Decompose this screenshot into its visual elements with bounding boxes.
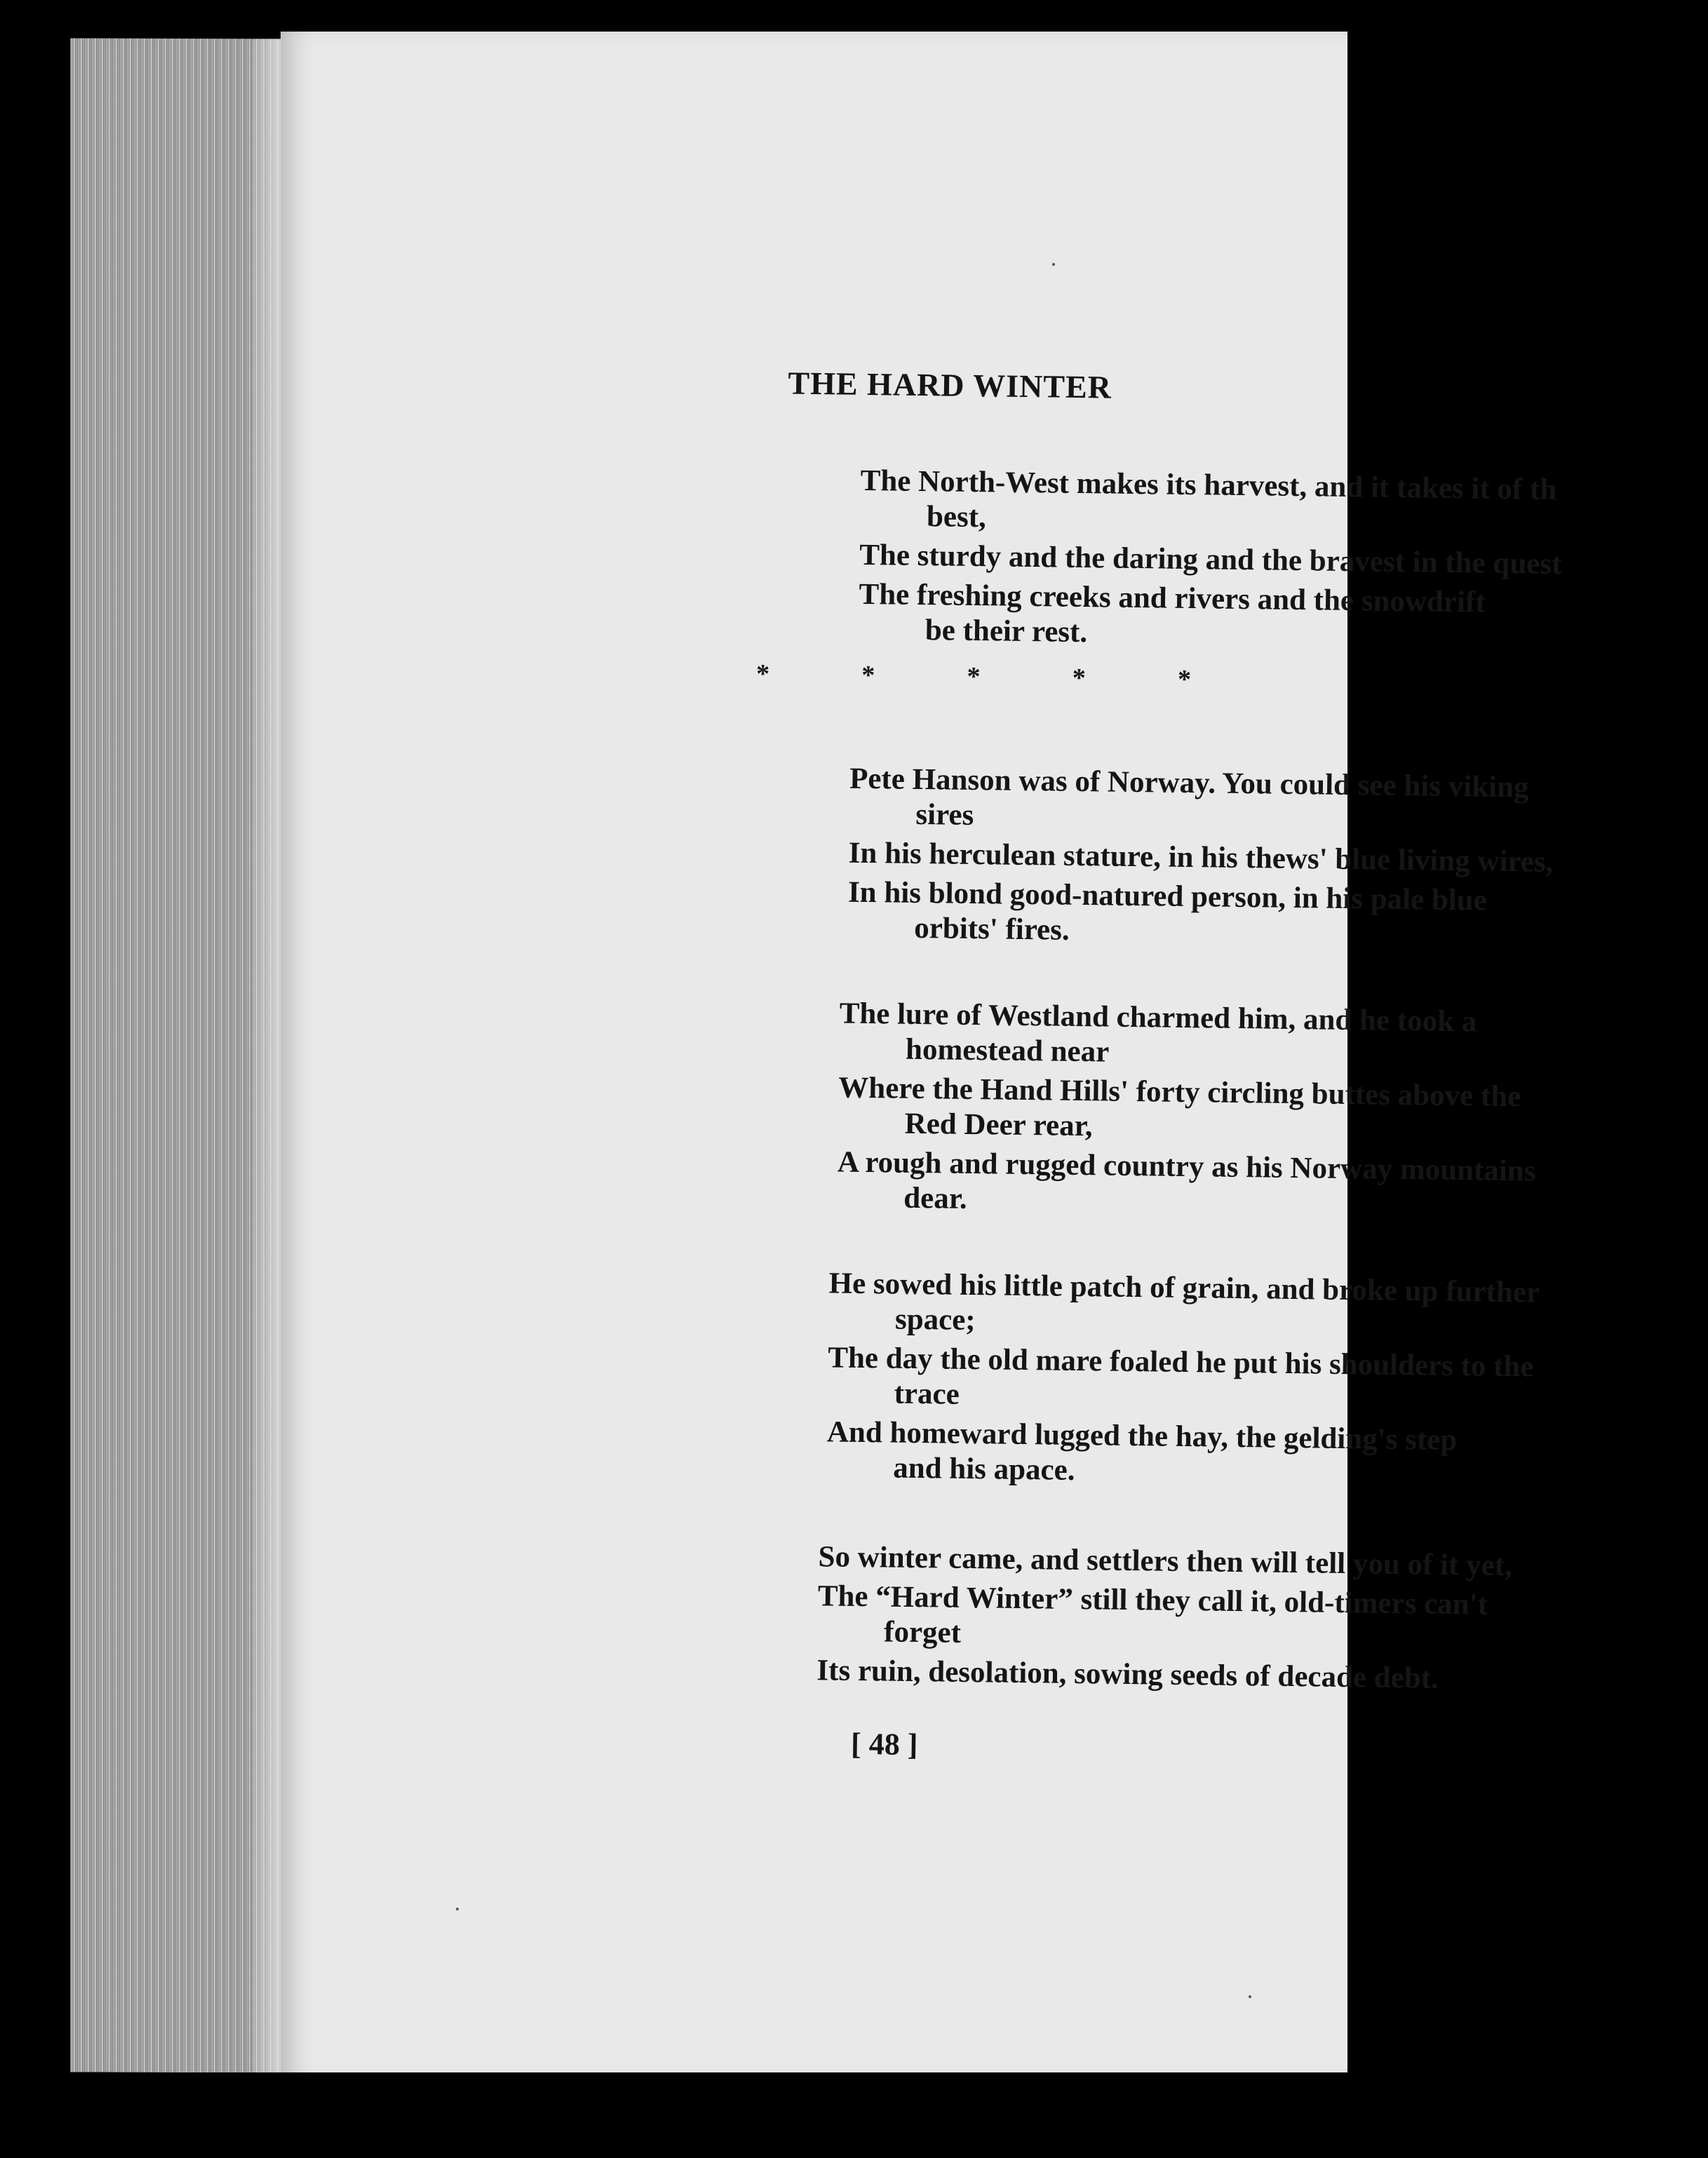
section-ornament	[756, 659, 1192, 695]
ornament-star: *	[755, 659, 770, 689]
ornament-star: *	[1177, 664, 1192, 695]
poem-line-continuation: be their rest.	[924, 614, 1088, 649]
stanza-5	[816, 1539, 1660, 1699]
poem-line: The lure of Westland charmed him, and he took a	[839, 997, 1477, 1039]
ornament-star: *	[861, 660, 875, 691]
poem-line-continuation: orbits' fires.	[914, 911, 1070, 947]
poem-line-continuation: trace	[894, 1377, 960, 1411]
poem-line: A rough and rugged country as his Norway mountains	[837, 1145, 1536, 1188]
poem-line: So winter came, and settlers then will tell you of it yet,	[818, 1540, 1513, 1583]
poem-line: The freshing creeks and rivers and the snowdrift	[859, 577, 1486, 619]
poem-line: The sturdy and the daring and the bravest in the quest	[859, 538, 1562, 581]
scan-border-bottom	[0, 2072, 1347, 2158]
poem-line: In his blond good-natured person, in his pale blue	[847, 875, 1488, 917]
poem-line: And homeward lugged the hay, the gelding's step	[826, 1415, 1458, 1457]
poem-line: The North-West makes its harvest, and it takes it of th	[860, 464, 1557, 506]
poem-line-continuation: dear.	[903, 1181, 967, 1215]
ornament-star: *	[967, 661, 981, 692]
poem-line-continuation: and his apace.	[892, 1451, 1075, 1487]
page-number: [ 48 ]	[850, 1726, 918, 1762]
poem-line-continuation: space;	[894, 1302, 976, 1337]
poem-line: The day the old mare foaled he put his shoulders to the	[828, 1341, 1534, 1384]
stanza-3	[837, 997, 1681, 1227]
poem-line-continuation: Red Deer rear,	[904, 1107, 1093, 1143]
stanza-2	[847, 762, 1691, 957]
poem-line: Where the Hand Hills' forty circling buttes above the	[838, 1071, 1521, 1114]
poem-line-continuation: homestead near	[905, 1032, 1110, 1069]
page	[281, 32, 1562, 2079]
dust-speck	[1249, 1995, 1251, 1998]
dust-speck	[1052, 263, 1055, 266]
text-block	[254, 32, 1562, 2093]
poem-line: In his herculean stature, in his thews' blue living wires,	[848, 836, 1554, 879]
poem-line: He sowed his little patch of grain, and broke up further	[828, 1267, 1540, 1309]
poem-line-continuation: best,	[926, 500, 987, 534]
poem-title: THE HARD WINTER	[788, 365, 1112, 405]
poem-line-continuation: sires	[915, 797, 974, 832]
poem-line-continuation: forget	[883, 1615, 962, 1650]
dust-speck	[456, 1908, 459, 1910]
stanza-1	[859, 464, 1702, 659]
stanza-4	[826, 1266, 1671, 1496]
poem-line: Its ruin, desolation, sowing seeds of decade debt.	[816, 1654, 1439, 1695]
poem-line: The “Hard Winter” still they call it, old-timers can't	[817, 1579, 1488, 1621]
ornament-star: *	[1072, 663, 1087, 694]
poem-line: Pete Hanson was of Norway. You could see his viking	[849, 762, 1529, 804]
